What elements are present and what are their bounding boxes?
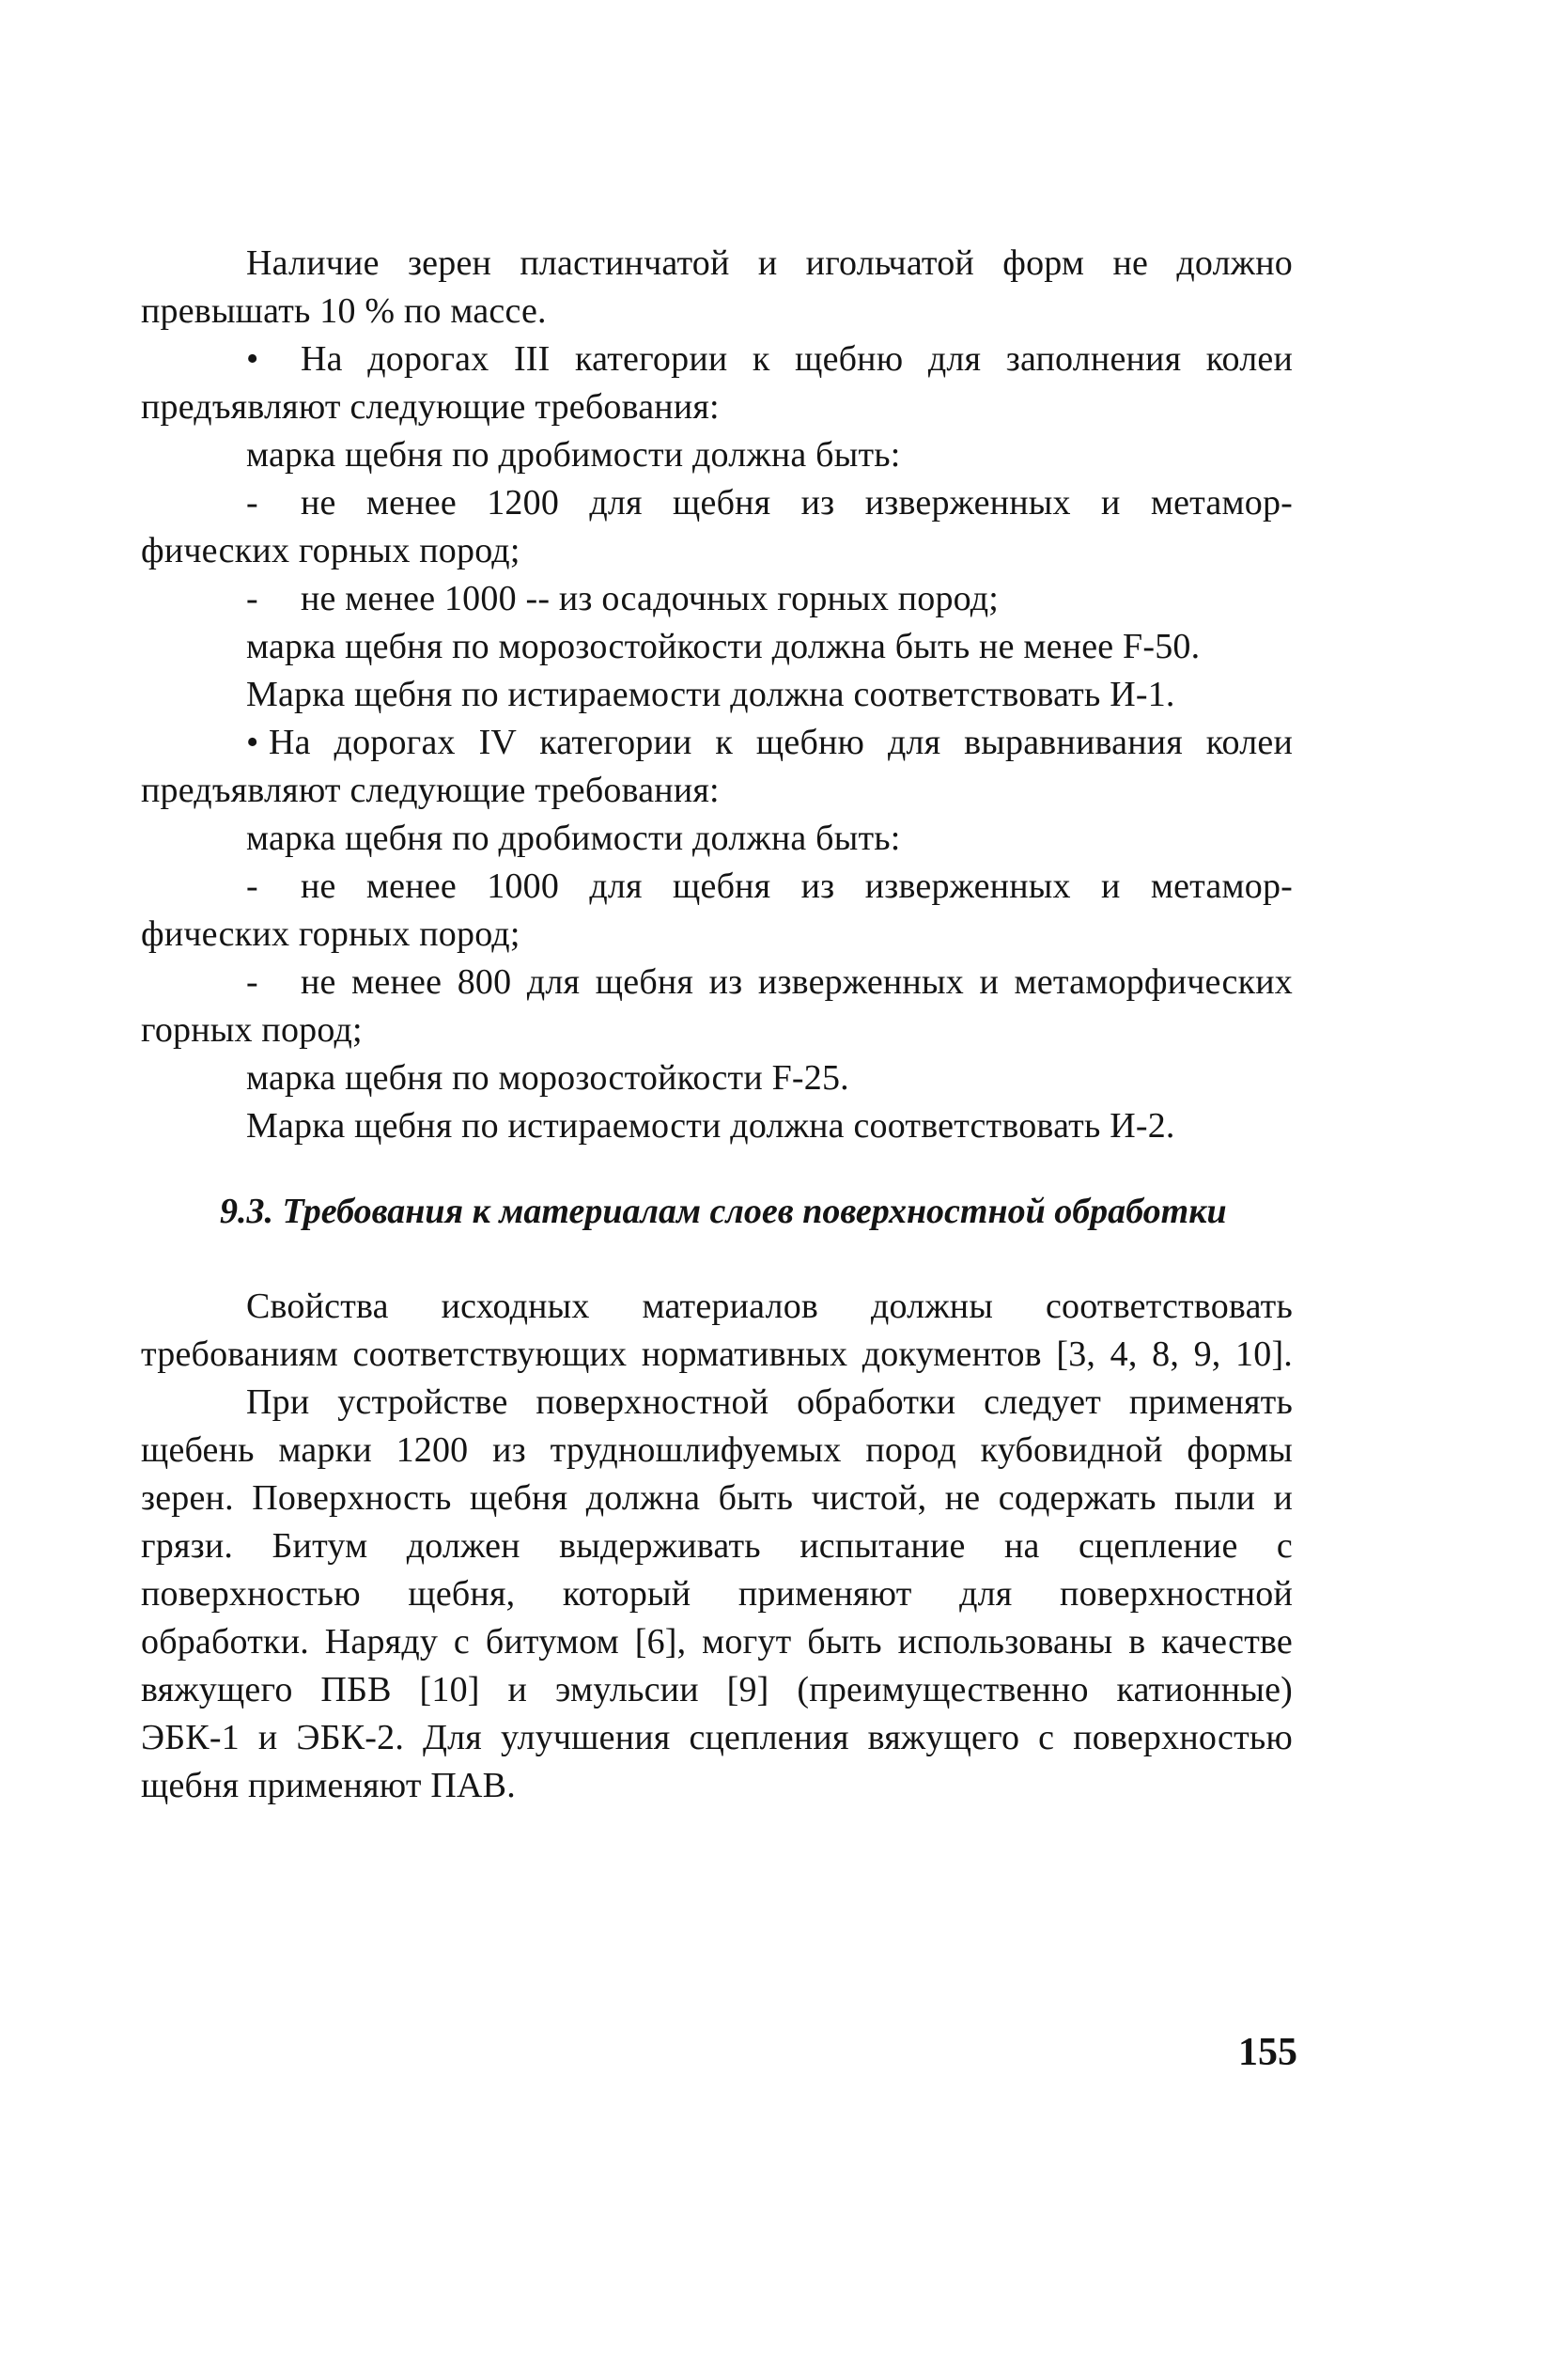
- text-line: ЭБК-1 и ЭБК-2. Для улучшения сцепления вяжущего с поверхностью: [141, 1718, 1293, 1757]
- text-line: не менее 1000 -- из осадочных горных пород;: [301, 579, 1000, 618]
- bullet-icon: •: [246, 339, 259, 379]
- page-number: 155: [1238, 2031, 1297, 2074]
- text-line: требованиям соответствующих нормативных документов [3, 4, 8, 9, 10].: [141, 1334, 1293, 1374]
- text-line: При устройстве поверхностной обработки следует применять: [246, 1382, 1293, 1422]
- text-line: предъявляют следующие требования:: [141, 387, 720, 427]
- section-heading: 9.3. Требования к материалам слоев поверхностной обработки: [220, 1192, 1227, 1231]
- text-line: На дорогах IV категории к щебню для выравнивания колеи: [269, 723, 1293, 762]
- text-line: Наличие зерен пластинчатой и игольчатой форм не должно: [246, 243, 1293, 283]
- dash-item: [141, 575, 1293, 623]
- dash-item: [141, 959, 1293, 1007]
- dash-marker: -: [246, 866, 258, 906]
- bullet-item-category-3: [141, 336, 1293, 383]
- dash-marker: -: [246, 579, 258, 618]
- text-line: марка щебня по дробимости должна быть:: [246, 819, 901, 858]
- text-line: вяжущего ПБВ [10] и эмульсии [9] (преимущественно катионные): [141, 1670, 1293, 1709]
- dash-item: [141, 479, 1293, 527]
- dash-item: [141, 863, 1293, 911]
- dash-marker: -: [246, 962, 258, 1002]
- bullet-item-category-4: [141, 719, 1293, 767]
- text-line: предъявляют следующие требования:: [141, 771, 720, 810]
- text-line: превышать 10 % по массе.: [141, 291, 547, 331]
- text-line: щебень марки 1200 из трудношлифуемых пород кубовидной формы: [141, 1430, 1293, 1470]
- text-line: щебня применяют ПАВ.: [141, 1766, 516, 1805]
- text-line: горных пород;: [141, 1010, 363, 1050]
- text-line: обработки. Наряду с битумом [6], могут быть использованы в качестве: [141, 1622, 1293, 1662]
- dash-marker: -: [246, 483, 258, 523]
- text-line: не менее 1000 для щебня из изверженных и метамор-: [301, 866, 1293, 906]
- bullet-icon: •: [246, 723, 259, 762]
- text-line: фических горных пород;: [141, 531, 520, 570]
- text-line: не менее 800 для щебня из изверженных и метаморфических: [301, 962, 1293, 1002]
- text-line: Свойства исходных материалов должны соответствовать: [246, 1287, 1293, 1326]
- text-line: грязи. Битум должен выдерживать испытание на сцепление с: [141, 1526, 1293, 1566]
- text-line: марка щебня по дробимости должна быть:: [246, 435, 901, 475]
- text-line: зерен. Поверхность щебня должна быть чистой, не содержать пыли и: [141, 1478, 1293, 1518]
- text-line: Марка щебня по истираемости должна соответствовать И-2.: [246, 1106, 1175, 1146]
- text-line: марка щебня по морозостойкости должна быть не менее F-50.: [246, 627, 1201, 666]
- text-line: фических горных пород;: [141, 914, 520, 954]
- text-line: не менее 1200 для щебня из изверженных и метамор-: [301, 483, 1293, 523]
- text-line: марка щебня по морозостойкости F-25.: [246, 1058, 849, 1098]
- text-line: Марка щебня по истираемости должна соответствовать И-1.: [246, 675, 1175, 714]
- page-body: [141, 240, 1293, 1810]
- text-line: На дорогах III категории к щебню для заполнения колеи: [301, 339, 1293, 379]
- text-line: поверхностью щебня, который применяют для поверхностной: [141, 1574, 1293, 1614]
